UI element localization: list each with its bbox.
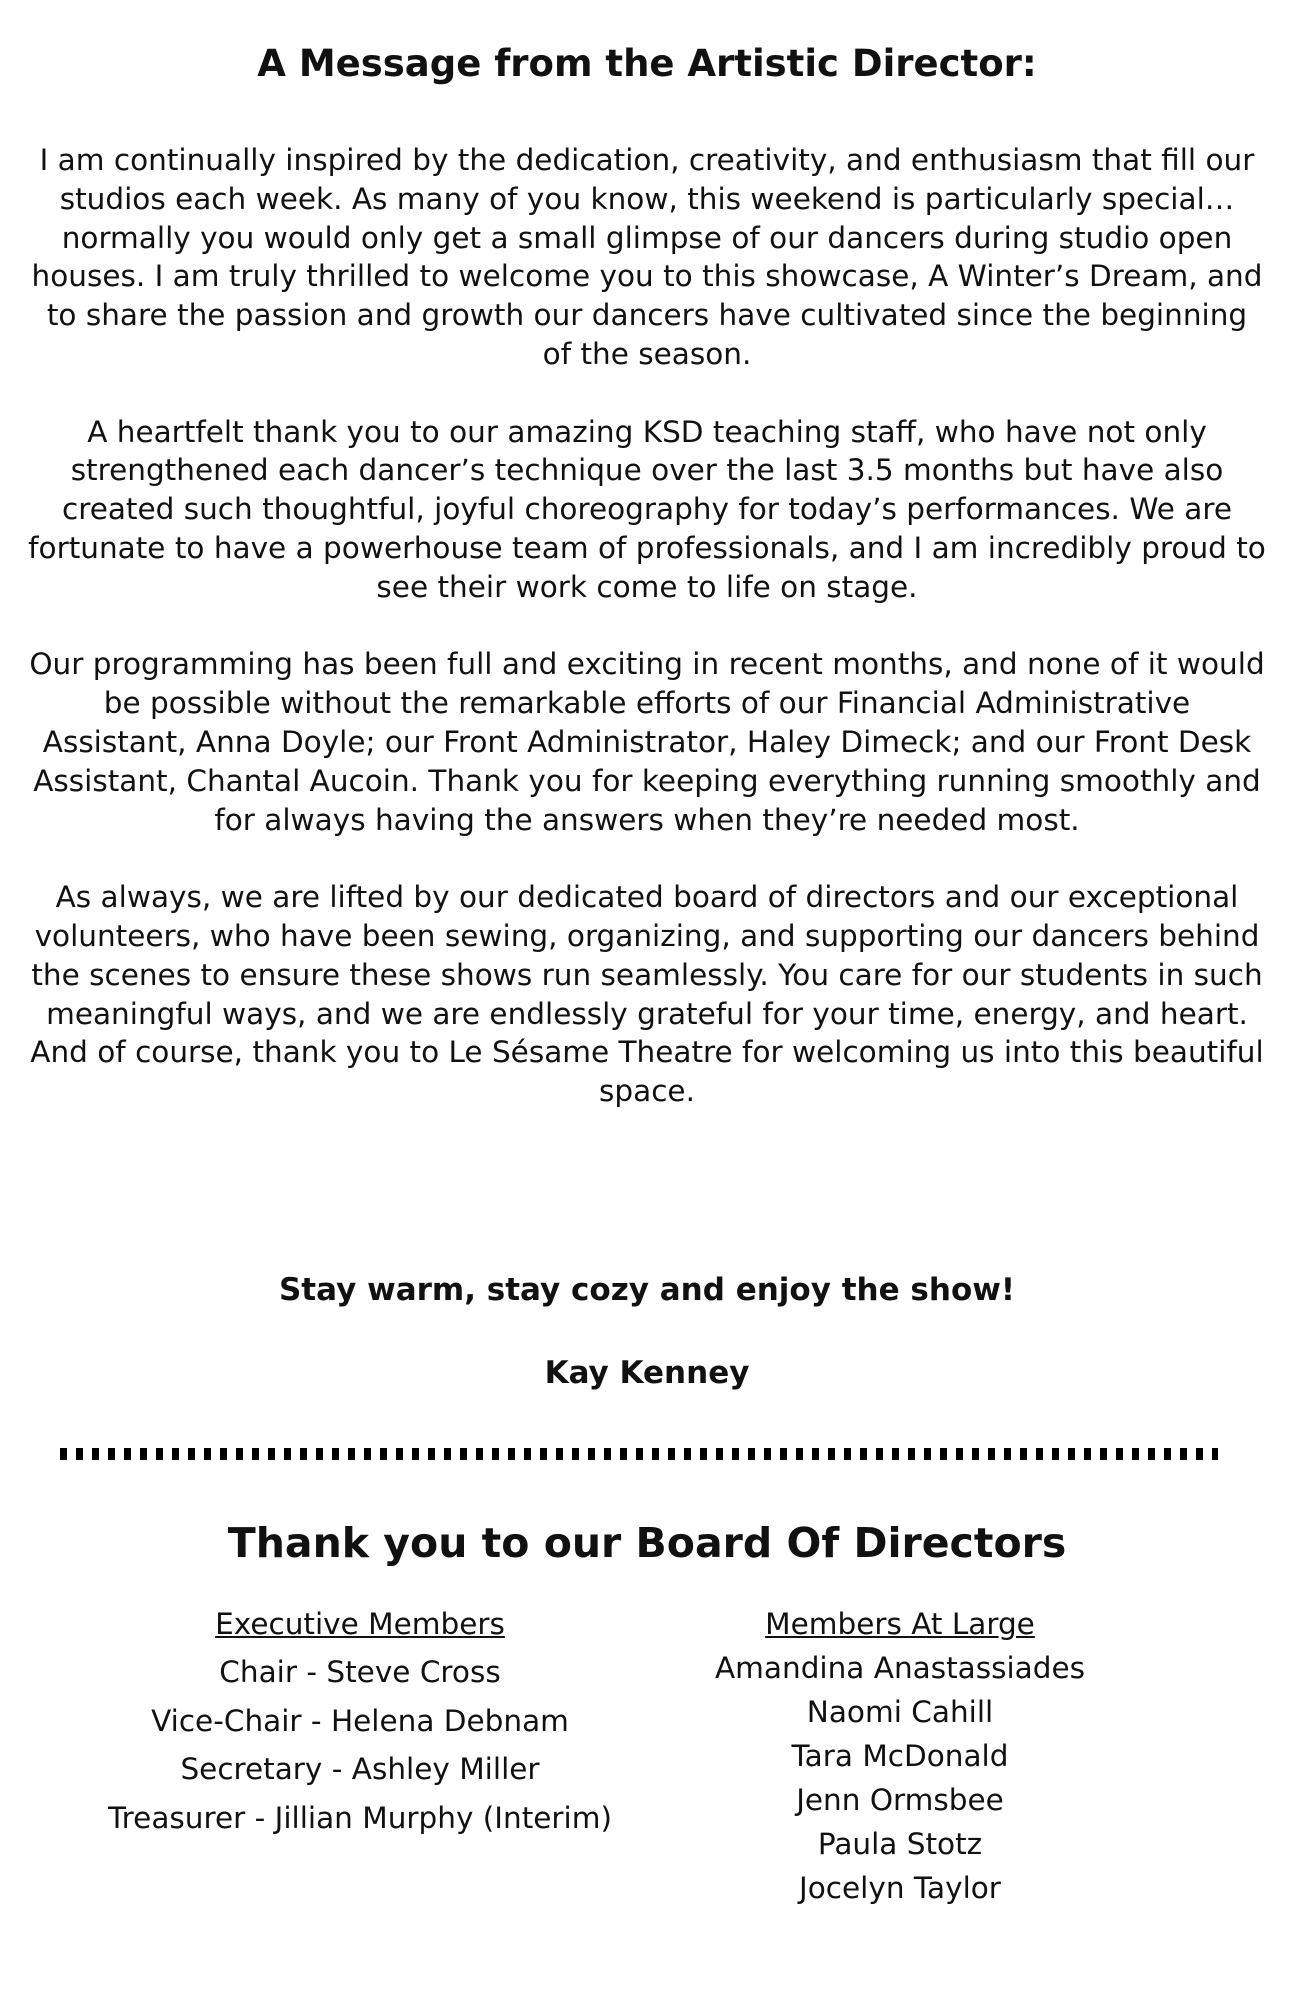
dotted-divider: [60, 1448, 1218, 1460]
board-title: Thank you to our Board Of Directors: [227, 1519, 1067, 1567]
executive-members-column: [40, 1602, 680, 1842]
member-at-large: Jenn Ormsbee: [796, 1783, 1004, 1817]
closing-line: Stay warm, stay cozy and enjoy the show!: [278, 1272, 1016, 1308]
letter-paragraph: As always, we are lifted by our dedicated board of directors and our exceptional volunteers, who have been sewing, organizing, and supporting our dancers behind the scenes to ensure these shows run seamlessly. You care for our students in such meaningful ways, and we are endlessly grateful for your time, energy, and heart. And of course, thank you to Le Sésame Theatre for welcoming us into this beautiful space.: [30, 880, 1264, 1109]
executive-member: Secretary - Ashley Miller: [180, 1752, 540, 1786]
member-at-large: Tara McDonald: [791, 1739, 1009, 1773]
members-at-large-column: [660, 1602, 1140, 1910]
message-title: A Message from the Artistic Director:: [257, 42, 1037, 85]
executive-member: Vice-Chair - Helena Debnam: [151, 1703, 569, 1738]
member-at-large: Amandina Anastassiades: [715, 1651, 1085, 1685]
member-at-large: Naomi Cahill: [806, 1695, 994, 1729]
members-at-large-heading: Members At Large: [765, 1607, 1035, 1641]
letter-paragraph: I am continually inspired by the dedication, creativity, and enthusiasm that fill our studios each week. As many of you know, this weekend is particularly special…normally you would only get a small glimpse of our dancers during studio open houses. I am truly thrilled to welcome you to this showcase, A Winter’s Dream, and to share the passion and growth our dancers have cultivated since the beginning of the season.: [31, 143, 1263, 371]
executive-members-heading: Executive Members: [215, 1607, 505, 1641]
signature: Kay Kenney: [544, 1355, 750, 1391]
letter-body: [28, 141, 1266, 1111]
member-at-large: Paula Stotz: [817, 1827, 983, 1861]
letter-paragraph: A heartfelt thank you to our amazing KSD teaching staff, who have not only strengthened each dancer’s technique over the last 3.5 months but have also created such thoughtful, joyful choreography for today’s performances. We are fortunate to have a powerhouse team of professionals, and I am incredibly proud to see their work come to life on stage.: [28, 414, 1266, 604]
letter-paragraph: Our programming has been full and exciting in recent months, and none of it would be possible without the remarkable efforts of our Financial Administrative Assistant, Anna Doyle; our Front Administrator, Haley Dimeck; and our Front Desk Assistant, Chantal Aucoin. Thank you for keeping everything running smoothly and for always having the answers when they’re needed most.: [29, 647, 1265, 837]
member-at-large: Jocelyn Taylor: [799, 1871, 1001, 1905]
executive-member: Chair - Steve Cross: [219, 1655, 501, 1689]
executive-member: Treasurer - Jillian Murphy (Interim): [108, 1800, 612, 1835]
